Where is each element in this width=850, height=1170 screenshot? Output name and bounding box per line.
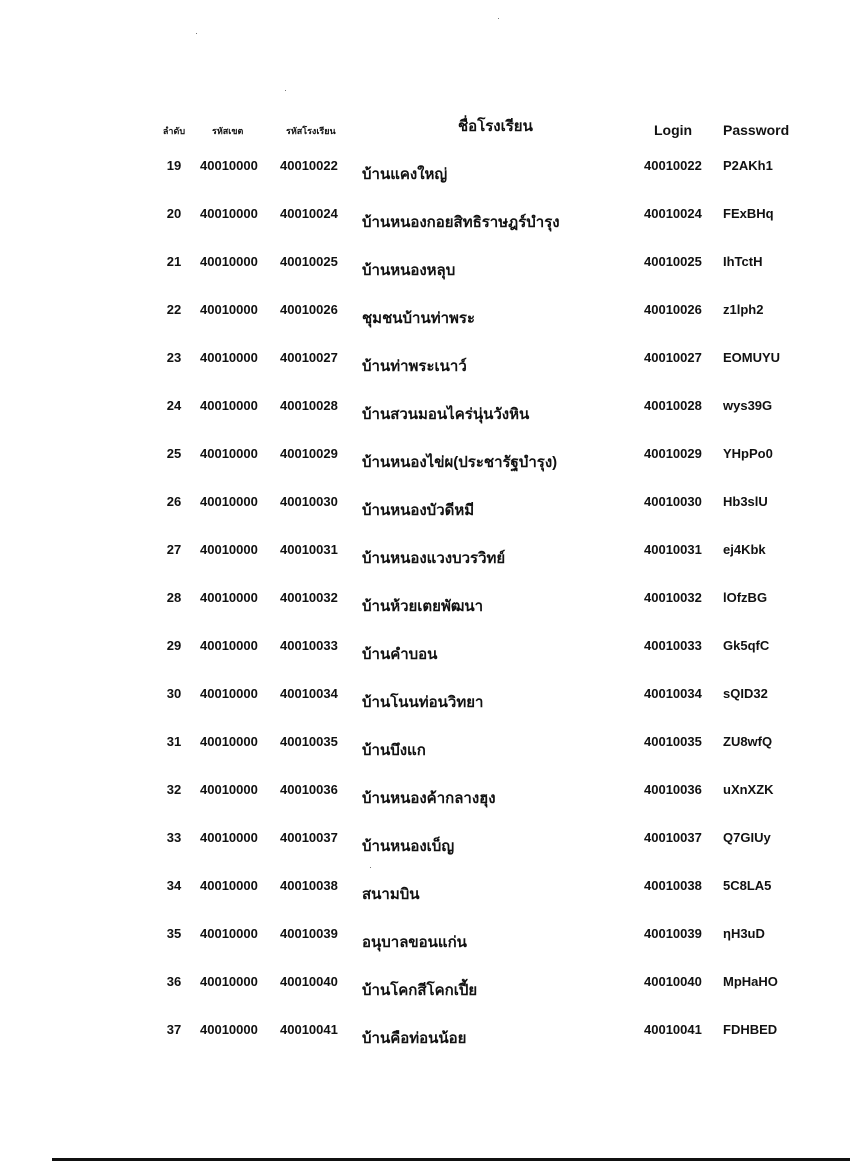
- area-code: 40010000: [200, 542, 258, 557]
- school-code: 40010036: [280, 782, 338, 797]
- school-name: สนามบิน: [362, 886, 420, 903]
- school-name: บ้านโคกสีโคกเปี้ย: [362, 982, 478, 999]
- header-no: ลำดับ: [162, 126, 186, 136]
- school-code: 40010037: [280, 830, 338, 845]
- school-name: บ้านสวนมอนไคร่นุ่นวังหิน: [362, 406, 530, 423]
- login-value: 40010025: [644, 254, 702, 269]
- school-code: 40010028: [280, 398, 338, 413]
- password-value: P2AKh1: [723, 158, 773, 173]
- login-value: 40010028: [644, 398, 702, 413]
- row-number: 27: [166, 542, 182, 557]
- bottom-rule: [52, 1158, 850, 1161]
- row-number: 37: [166, 1022, 182, 1037]
- school-name: อนุบาลขอนแก่น: [362, 934, 467, 951]
- area-code: 40010000: [200, 206, 258, 221]
- school-name: บ้านบึงแก: [362, 742, 426, 759]
- login-value: 40010030: [644, 494, 702, 509]
- row-number: 22: [166, 302, 182, 317]
- password-value: FExBHq: [723, 206, 774, 221]
- school-code: 40010031: [280, 542, 338, 557]
- table-row: [0, 582, 850, 630]
- school-name: ชุมชนบ้านท่าพระ: [362, 310, 476, 327]
- table-row: [0, 486, 850, 534]
- row-number: 25: [166, 446, 182, 461]
- school-name: บ้านคือท่อนน้อย: [362, 1030, 467, 1047]
- login-value: 40010038: [644, 878, 702, 893]
- area-code: 40010000: [200, 494, 258, 509]
- login-value: 40010024: [644, 206, 702, 221]
- password-value: sQID32: [723, 686, 768, 701]
- area-code: 40010000: [200, 350, 258, 365]
- school-name: บ้านหนองเบ็ญ: [362, 838, 455, 855]
- table-row: [0, 1014, 850, 1062]
- login-value: 40010039: [644, 926, 702, 941]
- password-value: YHpPo0: [723, 446, 773, 461]
- area-code: 40010000: [200, 878, 258, 893]
- row-number: 24: [166, 398, 182, 413]
- school-code: 40010040: [280, 974, 338, 989]
- login-value: 40010036: [644, 782, 702, 797]
- login-value: 40010027: [644, 350, 702, 365]
- school-name: บ้านหนองหลุบ: [362, 262, 456, 279]
- row-number: 34: [166, 878, 182, 893]
- area-code: 40010000: [200, 398, 258, 413]
- row-number: 23: [166, 350, 182, 365]
- row-number: 35: [166, 926, 182, 941]
- school-name: บ้านคำบอน: [362, 646, 438, 663]
- school-code: 40010029: [280, 446, 338, 461]
- login-value: 40010041: [644, 1022, 702, 1037]
- header-school-name: ชื่อโรงเรียน: [458, 118, 533, 135]
- password-value: wys39G: [723, 398, 773, 413]
- table-row: [0, 870, 850, 918]
- table-header: [0, 112, 850, 146]
- password-value: IhTctH: [723, 254, 763, 269]
- password-value: Gk5qfC: [723, 638, 770, 653]
- school-name: บ้านท่าพระเนาว์: [362, 358, 467, 375]
- password-value: FDHBED: [723, 1022, 778, 1037]
- table-row: [0, 822, 850, 870]
- table-row: [0, 150, 850, 198]
- table-row: [0, 390, 850, 438]
- row-number: 29: [166, 638, 182, 653]
- area-code: 40010000: [200, 590, 258, 605]
- row-number: 19: [166, 158, 182, 173]
- password-value: z1lph2: [723, 302, 764, 317]
- table-row: [0, 438, 850, 486]
- area-code: 40010000: [200, 686, 258, 701]
- area-code: 40010000: [200, 302, 258, 317]
- school-code: 40010022: [280, 158, 338, 173]
- school-name: บ้านหนองกอยสิทธิราษฎร์บำรุง: [362, 214, 560, 231]
- login-value: 40010032: [644, 590, 702, 605]
- school-code: 40010039: [280, 926, 338, 941]
- school-code: 40010026: [280, 302, 338, 317]
- table-row: [0, 678, 850, 726]
- table-row: [0, 726, 850, 774]
- area-code: 40010000: [200, 638, 258, 653]
- password-value: Hb3slU: [723, 494, 768, 509]
- area-code: 40010000: [200, 1022, 258, 1037]
- school-name: บ้านหนองแวงบวรวิทย์: [362, 550, 506, 567]
- table-row: [0, 246, 850, 294]
- area-code: 40010000: [200, 158, 258, 173]
- login-value: 40010033: [644, 638, 702, 653]
- school-code: 40010030: [280, 494, 338, 509]
- row-number: 36: [166, 974, 182, 989]
- table-row: [0, 534, 850, 582]
- table-row: [0, 918, 850, 966]
- school-code: 40010038: [280, 878, 338, 893]
- school-name: บ้านห้วยเตยพัฒนา: [362, 598, 484, 615]
- school-name: บ้านหนองไข่ผ(ประชารัฐบำรุง): [362, 454, 558, 471]
- area-code: 40010000: [200, 734, 258, 749]
- area-code: 40010000: [200, 974, 258, 989]
- table-row: [0, 630, 850, 678]
- area-code: 40010000: [200, 782, 258, 797]
- school-name: บ้านหนองบัวดีหมี: [362, 502, 475, 519]
- password-value: 5C8LA5: [723, 878, 772, 893]
- row-number: 28: [166, 590, 182, 605]
- area-code: 40010000: [200, 446, 258, 461]
- school-code: 40010025: [280, 254, 338, 269]
- password-value: Q7GIUy: [723, 830, 771, 845]
- table-row: [0, 198, 850, 246]
- login-value: 40010037: [644, 830, 702, 845]
- password-value: ZU8wfQ: [723, 734, 773, 749]
- row-number: 21: [166, 254, 182, 269]
- table-row: [0, 966, 850, 1014]
- password-value: ηH3uD: [723, 926, 765, 941]
- table-row: [0, 342, 850, 390]
- school-code: 40010024: [280, 206, 338, 221]
- table-row: [0, 774, 850, 822]
- table-row: [0, 294, 850, 342]
- password-value: lOfzBG: [723, 590, 768, 605]
- school-code: 40010035: [280, 734, 338, 749]
- password-value: MpHaHO: [723, 974, 778, 989]
- login-value: 40010029: [644, 446, 702, 461]
- school-name: บ้านโนนท่อนวิทยา: [362, 694, 484, 711]
- school-code: 40010034: [280, 686, 338, 701]
- school-code: 40010033: [280, 638, 338, 653]
- header-login: Login: [654, 122, 693, 138]
- header-area-code: รหัสเขต: [212, 126, 244, 136]
- area-code: 40010000: [200, 830, 258, 845]
- row-number: 20: [166, 206, 182, 221]
- row-number: 33: [166, 830, 182, 845]
- area-code: 40010000: [200, 254, 258, 269]
- school-name: บ้านหนองค้ากลางฮุง: [362, 790, 496, 807]
- login-value: 40010022: [644, 158, 702, 173]
- login-value: 40010026: [644, 302, 702, 317]
- row-number: 26: [166, 494, 182, 509]
- school-name: บ้านแคงใหญ่: [362, 166, 448, 183]
- school-code: 40010032: [280, 590, 338, 605]
- login-value: 40010035: [644, 734, 702, 749]
- row-number: 31: [166, 734, 182, 749]
- school-code: 40010041: [280, 1022, 338, 1037]
- login-value: 40010040: [644, 974, 702, 989]
- header-password: Password: [723, 122, 790, 138]
- row-number: 30: [166, 686, 182, 701]
- row-number: 32: [166, 782, 182, 797]
- login-value: 40010034: [644, 686, 702, 701]
- password-value: EOMUYU: [723, 350, 781, 365]
- password-value: uXnXZK: [723, 782, 774, 797]
- school-code: 40010027: [280, 350, 338, 365]
- header-school-code: รหัสโรงเรียน: [286, 126, 336, 136]
- school-login-table: [0, 150, 850, 1062]
- area-code: 40010000: [200, 926, 258, 941]
- login-value: 40010031: [644, 542, 702, 557]
- password-value: ej4Kbk: [723, 542, 766, 557]
